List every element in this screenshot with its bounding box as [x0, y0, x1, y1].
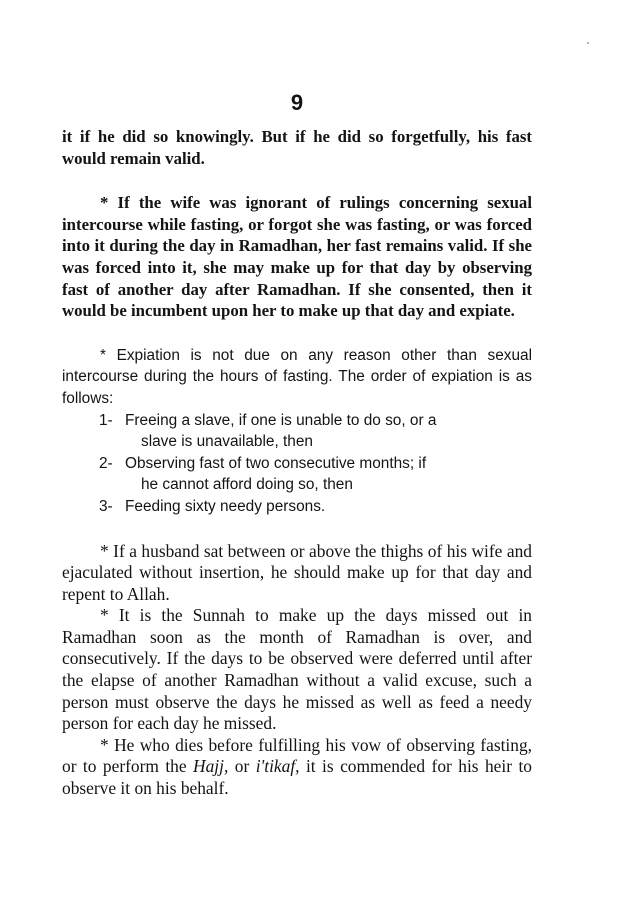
hajj-term: Hajj,	[193, 756, 229, 777]
list-item	[62, 453, 532, 496]
scan-speck	[587, 42, 589, 44]
paragraph-expiation: * Expiation is not due on any reason other than sexual intercourse during the hours of fasting. The order of expiation is as follows:	[62, 346, 532, 407]
paragraph-sunnah: * It is the Sunnah to make up the days missed out in Ramadhan soon as the month of Ramadhan is over, and consecutively. If the days to be observed were deferred until after the elapse of another Ramadhan without a valid excuse, such a person must observe the days he missed as well as feed a needy person for each day he missed.	[62, 605, 532, 734]
vow-text-end: it is commended for his heir to observe it on his behalf.	[62, 756, 532, 799]
document-page	[62, 88, 532, 800]
paragraph-vow	[62, 735, 532, 800]
paragraph-wife-ruling: * If the wife was ignorant of rulings concerning sexual intercourse while fasting, or forgot she was fasting, or was forced into it during the day in Ramadhan, her fast remains valid. If she was forced into it, she may make up for that day by observing fast of another day after Ramadhan. If she consented, then it would be incumbent upon her to make up that day and expiate.	[62, 193, 532, 321]
expiation-list	[62, 410, 532, 518]
list-item	[62, 496, 532, 518]
vow-text: * He who dies before fulfilling his vow of observing fasting, or to perform the	[62, 734, 532, 777]
list-item	[62, 410, 532, 453]
list-item-line: Feeding sixty needy persons.	[125, 497, 326, 515]
list-item-line: slave is unavailable, then	[141, 433, 313, 451]
list-item-number: 1-	[99, 411, 113, 429]
itikaf-term: i'tikaf,	[255, 756, 300, 777]
page-number: 9	[290, 90, 304, 115]
vow-text-mid: or	[228, 756, 256, 777]
paragraph-husband: * If a husband sat between or above the thighs of his wife and ejaculated without insertion, he should make up for that day and repent to Allah.	[62, 540, 532, 604]
paragraph-forgetfulness: it if he did so knowingly. But if he did so forgetfully, his fast would remain valid.	[62, 127, 532, 168]
list-item-line: Freeing a slave, if one is unable to do so, or a	[125, 411, 437, 429]
list-item-line: Observing fast of two consecutive months; if	[125, 454, 427, 472]
list-item-number: 3-	[99, 497, 113, 515]
list-item-line: he cannot afford doing so, then	[141, 476, 353, 494]
list-item-number: 2-	[99, 454, 113, 472]
